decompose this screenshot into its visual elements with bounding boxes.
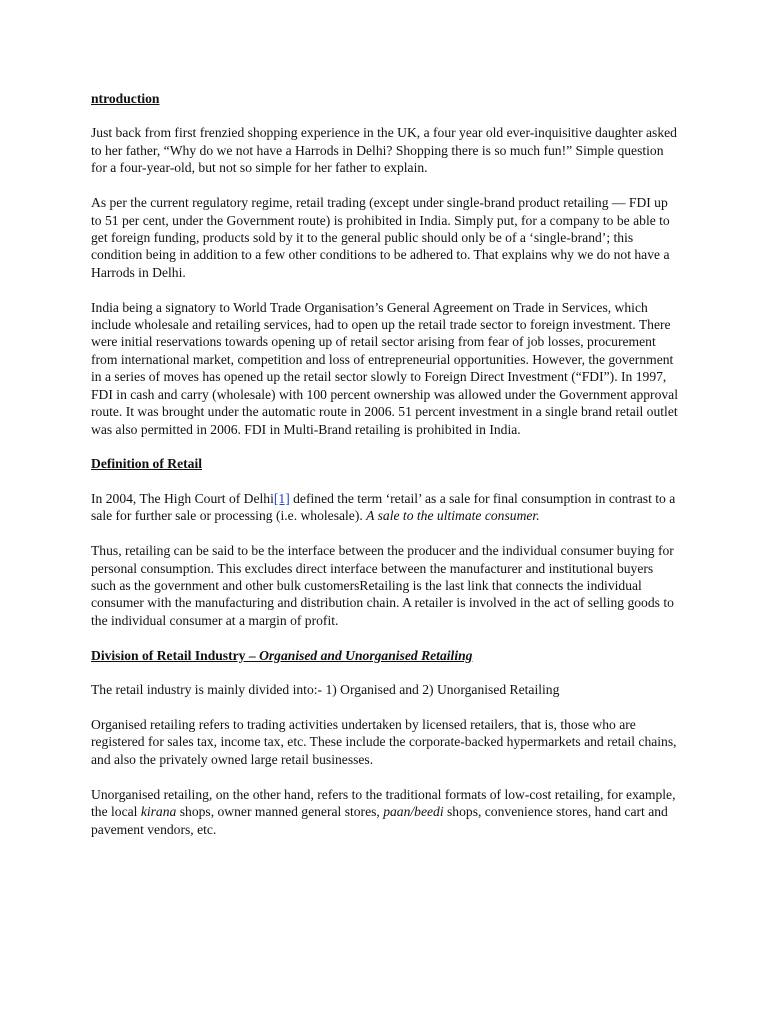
definition-text-start: In 2004, The High Court of Delhi [91,490,274,506]
document-page [91,90,681,855]
definition-heading: Definition of Retail [91,456,203,472]
division-text-c: shops, convenience stores, hand cart and pavement vendors, etc. [91,804,668,837]
footnote-reference-link[interactable]: [1] [273,490,290,506]
kirana-italic: kirana [140,804,177,820]
division-heading-italic: Organised and Unorganised Retailing [259,647,473,663]
division-text-a: Unorganised retailing, on the other hand, refers to the traditional formats of low-cost retailing, for example, the local [91,786,676,820]
intro-paragraph-1: Just back from first frenzied shopping experience in the UK, a four year old ever-inquisitive daughter asked to her father, “Why do we not have a Harrods in Delhi? Shopping there is so much fun!” Simple question for a four-year-old, but not so simple for her father to explain. [91,125,677,176]
intro-paragraph-3: India being a signatory to World Trade Organisation’s General Agreement on Trade in Services, which include wholesale and retailing services, had to open up the retail trade sector to foreign investment. There were initial reservations towards opening up of retail sector arising from fear of job losses, procurement from international market, competition and loss of entrepreneurial opportunities. However, the government in a series of moves has opened up the retail sector slowly to Foreign Direct Investment (“FDI”). In 1997, FDI in cash and carry (wholesale) with 100 percent ownership was allowed under the Government approval route. It was brought under the automatic route in 2006. 51 percent investment in a single brand retail outlet was also permitted in 2006. FDI in Multi-Brand retailing is prohibited in India. [91,299,678,437]
division-paragraph-2: Organised retailing refers to trading activities undertaken by licensed retailers, that is, those who are registered for sales tax, income tax, etc. These include the corporate-backed hypermarkets and retail chains, and also the privately owned large retail businesses. [91,716,677,767]
definition-italic-text: A sale to the ultimate consumer. [366,508,540,524]
intro-paragraph-2: As per the current regulatory regime, retail trading (except under single-brand product retailing — FDI up to 51 per cent, under the Government route) is prohibited in India. Simply put, for a company to be able to get foreign funding, products sold by it to the general public should only be of a ‘single-brand’; this condition being in addition to a few other conditions to be adhered to. That explains why we do not have a Harrods in Delhi. [91,195,670,280]
definition-text-middle: defined the term ‘retail’ as a sale for final consumption in contrast to a sale for further sale or processing (i.e. wholesale). [91,490,676,524]
division-heading-main: Division of Retail Industry – [91,647,260,663]
introduction-heading: ntroduction [91,91,160,106]
division-paragraph-1: The retail industry is mainly divided into:- 1) Organised and 2) Unorganised Retailing [91,682,560,698]
division-text-b: shops, owner manned general stores, [176,804,384,820]
definition-paragraph-1 [91,490,681,525]
definition-paragraph-2: Thus, retailing can be said to be the interface between the producer and the individual consumer buying for personal consumption. This excludes direct interface between the manufacturer and institutional buyers such as the government and other bulk customersRetailing is the last link that connects the individual consumer with the manufacturing and distribution chain. A retailer is involved in the act of selling goods to the individual consumer at a margin of profit. [91,543,674,628]
division-heading [91,647,681,664]
division-paragraph-3 [91,786,681,838]
paan-beedi-italic: paan/beedi [383,804,444,820]
